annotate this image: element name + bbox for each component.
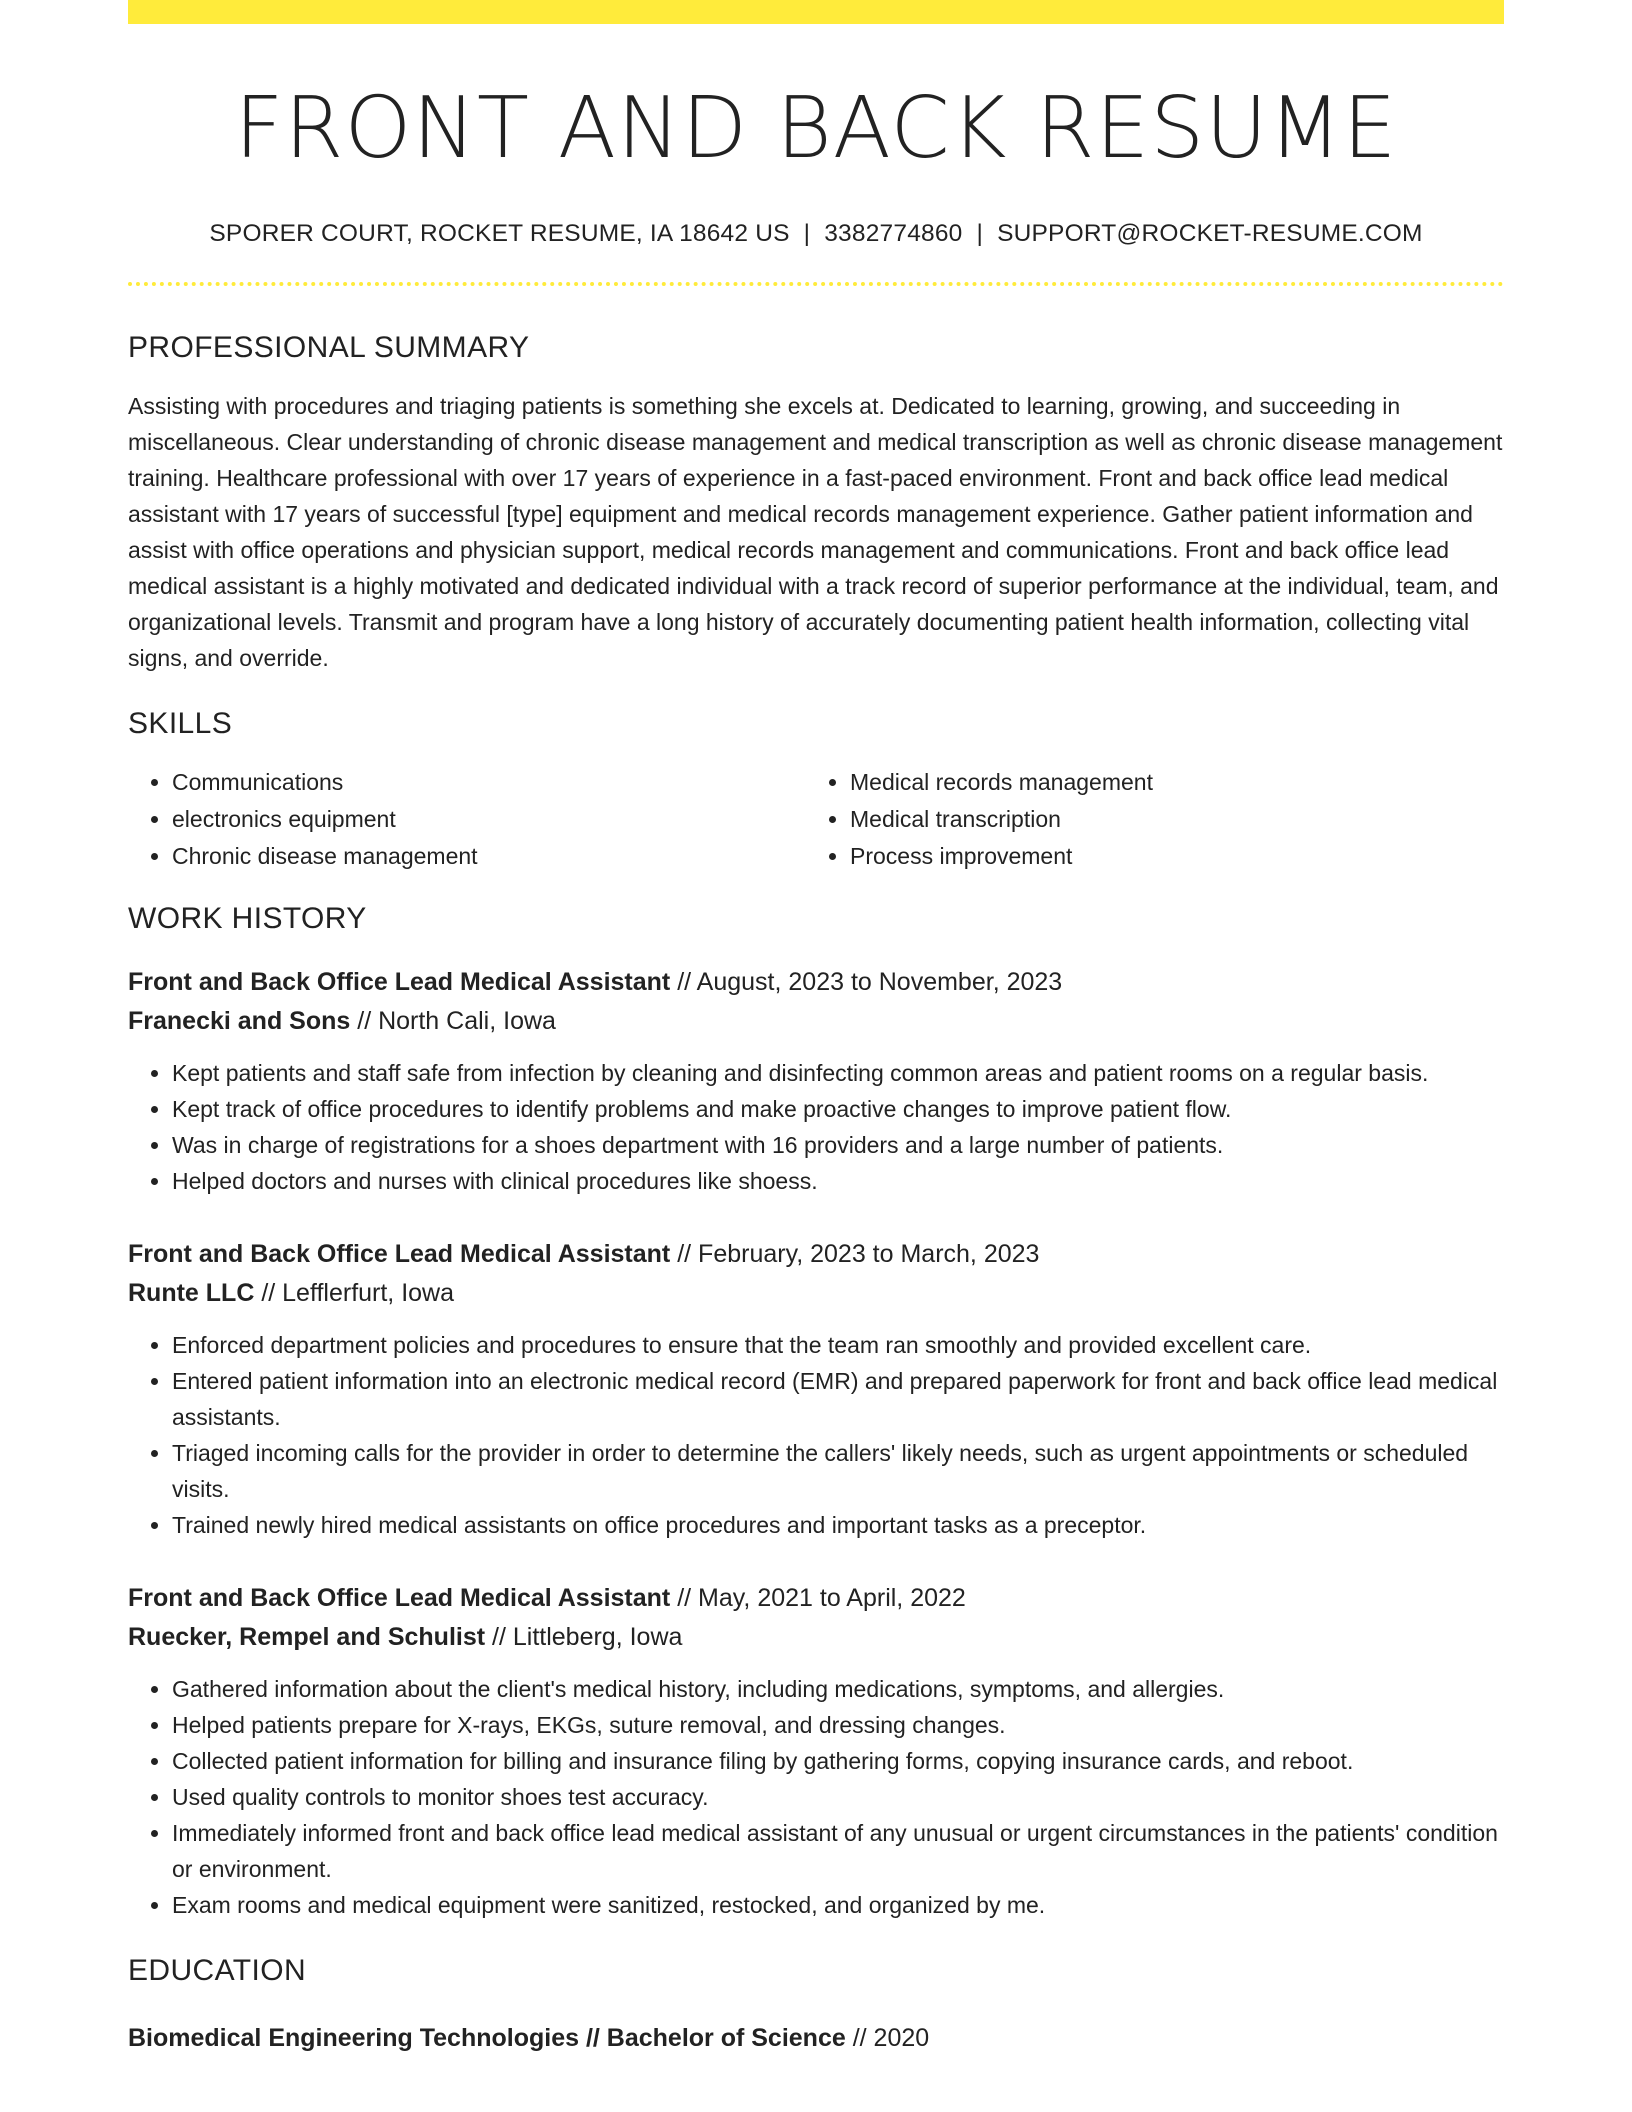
education-year: // 2020 — [845, 2023, 930, 2052]
job-bullet: • Immediately informed front and back office lead medical assistant of any unusual or urgent circumstances in the patients' condition or environment. — [172, 1815, 1504, 1887]
job-company: Runte LLC — [128, 1278, 255, 1307]
job-company: Franecki and Sons — [128, 1006, 351, 1035]
job-title-line — [128, 1235, 1504, 1274]
contact-line — [128, 220, 1504, 248]
skill-item: • Communications — [172, 764, 806, 801]
skill-item: • Process improvement — [850, 838, 1484, 875]
job-bullet: • Collected patient information for billing and insurance filing by gathering forms, copying insurance cards, and reboot. — [172, 1743, 1504, 1779]
job-company-line — [128, 1274, 1504, 1313]
job-entry — [128, 1579, 1504, 1923]
job-title-line — [128, 1579, 1504, 1618]
job-company-line — [128, 1002, 1504, 1041]
dotted-divider — [128, 282, 1504, 286]
job-location: // Lefflerfurt, Iowa — [254, 1278, 455, 1307]
contact-email: SUPPORT@ROCKET-RESUME.COM — [997, 219, 1423, 247]
job-dates: // May, 2021 to April, 2022 — [670, 1583, 966, 1612]
job-company: Ruecker, Rempel and Schulist — [128, 1622, 486, 1651]
contact-separator: | — [976, 219, 984, 247]
job-bullet: • Helped doctors and nurses with clinical procedures like shoess. — [172, 1163, 1504, 1199]
job-bullet: • Helped patients prepare for X-rays, EKGs, suture removal, and dressing changes. — [172, 1707, 1504, 1743]
job-role: Front and Back Office Lead Medical Assistant — [128, 967, 671, 996]
job-bullet: • Kept track of office procedures to identify problems and make proactive changes to improve patient flow. — [172, 1091, 1504, 1127]
job-bullet: • Entered patient information into an electronic medical record (EMR) and prepared paperwork for front and back office lead medical assistants. — [172, 1363, 1504, 1435]
skills-list-right — [806, 764, 1484, 875]
job-bullet: • Used quality controls to monitor shoes test accuracy. — [172, 1779, 1504, 1815]
summary-text: Assisting with procedures and triaging patients is something she excels at. Dedicated to learning, growing, and succeeding in miscellaneous. Clear understanding of chronic disease management and medical transcription as well as chronic disease management training. Healthcare professional with over 17 years of experience in a fast-paced environment. Front and back office lead medical assistant with 17 years of successful [type] equipment and medical records management experience. Gather patient information and assist with office operations and physician support, medical records management and communications. Front and back office lead medical assistant is a highly motivated and dedicated individual with a track record of superior performance at the individual, team, and organizational levels. Transmit and program have a long history of accurately documenting patient health information, collecting vital signs, and override. — [128, 392, 1503, 671]
skill-item: • Medical records management — [850, 764, 1484, 801]
job-bullet: • Trained newly hired medical assistants on office procedures and important tasks as a preceptor. — [172, 1507, 1504, 1543]
job-role: Front and Back Office Lead Medical Assistant — [128, 1583, 671, 1612]
resume-page — [128, 0, 1504, 2058]
education-heading: EDUCATION — [128, 1953, 307, 1987]
skill-item: • Medical transcription — [850, 801, 1484, 838]
job-bullet: • Kept patients and staff safe from infection by cleaning and disinfecting common areas and patient rooms on a regular basis. — [172, 1055, 1504, 1091]
contact-address: SPORER COURT, ROCKET RESUME, IA 18642 US — [209, 219, 790, 247]
job-bullet: • Gathered information about the client's medical history, including medications, symptoms, and allergies. — [172, 1671, 1504, 1707]
skills-columns — [128, 764, 1504, 875]
job-dates: // August, 2023 to November, 2023 — [670, 967, 1063, 996]
education-degree: Biomedical Engineering Technologies // Bachelor of Science — [128, 2023, 846, 2052]
contact-separator: | — [803, 219, 811, 247]
job-location: // Littleberg, Iowa — [485, 1622, 683, 1651]
skills-list-left — [128, 764, 806, 875]
job-bullet: • Enforced department policies and procedures to ensure that the team ran smoothly and provided excellent care. — [172, 1327, 1504, 1363]
job-bullet: • Triaged incoming calls for the provider in order to determine the callers' likely needs, such as urgent appointments or scheduled visits. — [172, 1435, 1504, 1507]
job-entry — [128, 963, 1504, 1199]
accent-top-bar — [128, 0, 1504, 24]
job-bullet: • Was in charge of registrations for a shoes department with 16 providers and a large number of patients. — [172, 1127, 1504, 1163]
job-bullets — [128, 1055, 1504, 1199]
skill-item: • electronics equipment — [172, 801, 806, 838]
job-bullets — [128, 1327, 1504, 1543]
job-dates: // February, 2023 to March, 2023 — [670, 1239, 1040, 1268]
work-history-heading: WORK HISTORY — [128, 901, 367, 935]
job-location: // North Cali, Iowa — [350, 1006, 556, 1035]
education-entry — [128, 2019, 1504, 2058]
job-role: Front and Back Office Lead Medical Assistant — [128, 1239, 671, 1268]
job-company-line — [128, 1618, 1504, 1657]
skills-heading: SKILLS — [128, 706, 233, 740]
resume-name: FRONT AND BACK RESUME — [234, 79, 1398, 178]
summary-heading: PROFESSIONAL SUMMARY — [128, 330, 530, 364]
job-title-line — [128, 963, 1504, 1002]
contact-phone: 3382774860 — [824, 219, 963, 247]
job-bullets — [128, 1671, 1504, 1923]
job-entry — [128, 1235, 1504, 1543]
job-bullet: • Exam rooms and medical equipment were sanitized, restocked, and organized by me. — [172, 1887, 1504, 1923]
skill-item: • Chronic disease management — [172, 838, 806, 875]
